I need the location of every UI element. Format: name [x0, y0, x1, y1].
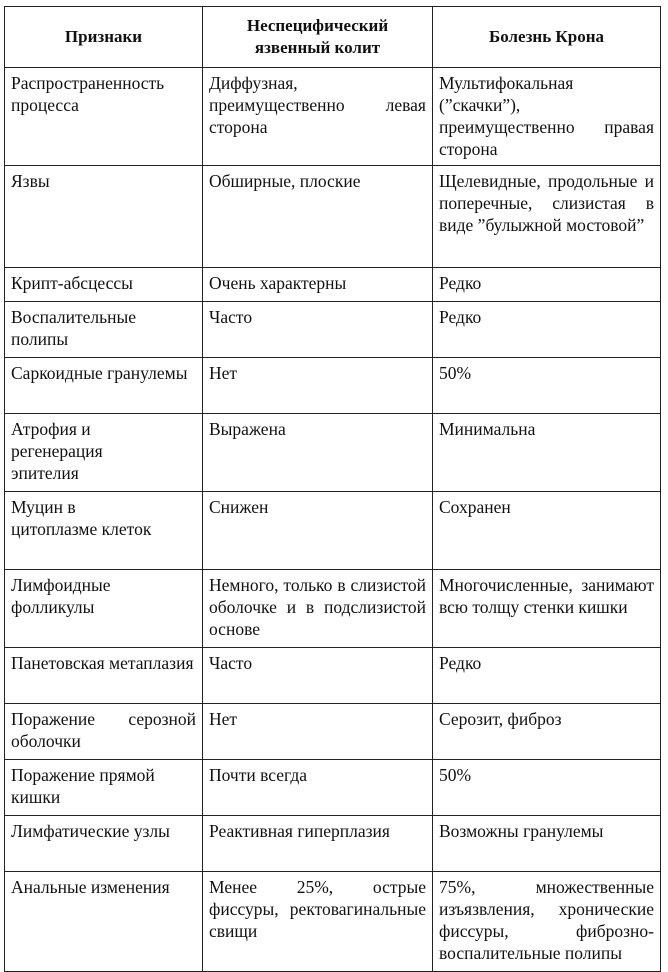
table-row: [5, 268, 661, 302]
header-ulcerative-colitis: Неспецифический язвенный колит: [203, 7, 433, 68]
feature-cell: Саркоидные гранулемы: [5, 358, 203, 414]
crohn-cell: Многочисленные, занимают всю толщу стенки кишки: [433, 570, 661, 648]
ulcerative-colitis-cell: Часто: [203, 648, 433, 704]
crohn-cell: Сохранен: [433, 492, 661, 570]
crohn-cell: Возможны гранулемы: [433, 816, 661, 872]
comparison-table: [4, 6, 661, 972]
ulcerative-colitis-cell: Выражена: [203, 414, 433, 492]
ulcerative-colitis-cell: Очень характерны: [203, 268, 433, 302]
table-row: [5, 166, 661, 268]
crohn-cell: 50%: [433, 358, 661, 414]
ulcerative-colitis-cell: Почти всегда: [203, 760, 433, 816]
table-row: [5, 648, 661, 704]
ulcerative-colitis-cell: Немного, только в слизистой оболочке и в подслизистой основе: [203, 570, 433, 648]
table-row: [5, 492, 661, 570]
header-row: [5, 7, 661, 68]
feature-cell: Атрофия и регенерация эпителия: [5, 414, 203, 492]
ulcerative-colitis-cell: Часто: [203, 302, 433, 358]
feature-cell: Крипт-абсцессы: [5, 268, 203, 302]
ulcerative-colitis-cell: Нет: [203, 704, 433, 760]
crohn-cell: Редко: [433, 302, 661, 358]
table-row: [5, 872, 661, 972]
feature-cell: Лимфатические узлы: [5, 816, 203, 872]
table-row: [5, 414, 661, 492]
crohn-cell: Редко: [433, 648, 661, 704]
feature-cell: Распространенность процесса: [5, 68, 203, 166]
table-row: [5, 570, 661, 648]
table-row: [5, 816, 661, 872]
ulcerative-colitis-cell: Диффузная, преимущественно левая сторона: [203, 68, 433, 166]
crohn-cell: 75%, множественные изъязвления, хронические фиссуры, фиброзно-воспалительные полипы: [433, 872, 661, 972]
ulcerative-colitis-cell: Нет: [203, 358, 433, 414]
table-row: [5, 704, 661, 760]
feature-cell: Язвы: [5, 166, 203, 268]
header-feature: Признаки: [5, 7, 203, 68]
feature-cell: Лимфоидные фолликулы: [5, 570, 203, 648]
feature-cell: Анальные изменения: [5, 872, 203, 972]
header-crohn-disease: Болезнь Крона: [433, 7, 661, 68]
feature-cell: Поражение прямой кишки: [5, 760, 203, 816]
crohn-cell: Минимальна: [433, 414, 661, 492]
ulcerative-colitis-cell: Снижен: [203, 492, 433, 570]
feature-cell: Воспалительные полипы: [5, 302, 203, 358]
crohn-cell: Редко: [433, 268, 661, 302]
feature-cell: Муцин в цитоплазме клеток: [5, 492, 203, 570]
crohn-cell: 50%: [433, 760, 661, 816]
table-row: [5, 302, 661, 358]
crohn-cell: Серозит, фиброз: [433, 704, 661, 760]
table-row: [5, 358, 661, 414]
crohn-cell: Щелевидные, продольные и поперечные, слизистая в виде ”булыжной мостовой”: [433, 166, 661, 268]
crohn-cell: Мультифокальная (”скачки”), преимущественно правая сторона: [433, 68, 661, 166]
ulcerative-colitis-cell: Менее 25%, острые фиссуры, ректовагинальные свищи: [203, 872, 433, 972]
feature-cell: Панетовская метаплазия: [5, 648, 203, 704]
ulcerative-colitis-cell: Реактивная гиперплазия: [203, 816, 433, 872]
table-row: [5, 68, 661, 166]
feature-cell: Поражение серозной оболочки: [5, 704, 203, 760]
ulcerative-colitis-cell: Обширные, плоские: [203, 166, 433, 268]
table-row: [5, 760, 661, 816]
